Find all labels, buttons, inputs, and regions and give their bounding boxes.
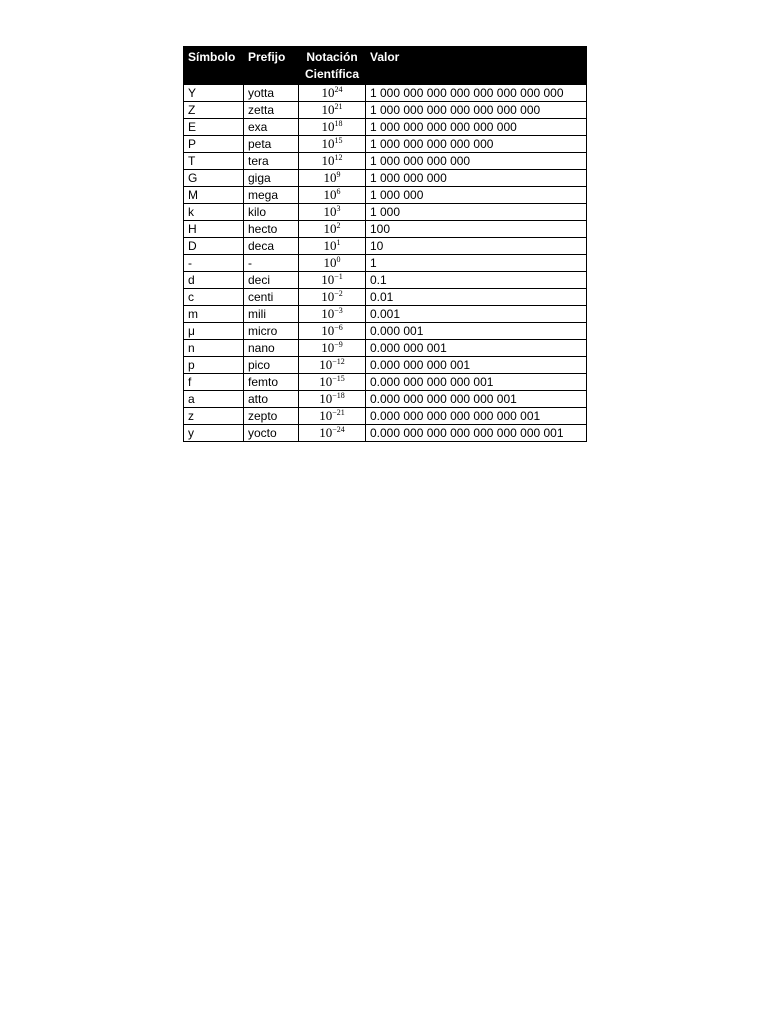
notation-base: 10 [323, 187, 337, 202]
notation-base: 10 [319, 357, 333, 372]
cell-symbol: m [184, 306, 244, 323]
cell-symbol: k [184, 204, 244, 221]
cell-notation [299, 289, 366, 306]
notation-base: 10 [321, 306, 335, 321]
table-row [184, 289, 587, 306]
table-row [184, 255, 587, 272]
table-row [184, 221, 587, 238]
header-row [184, 47, 587, 85]
cell-value: 0.01 [366, 289, 587, 306]
table-row [184, 374, 587, 391]
notation-base: 10 [323, 204, 337, 219]
cell-prefix: pico [244, 357, 299, 374]
header-notation [299, 47, 366, 85]
cell-prefix: centi [244, 289, 299, 306]
cell-prefix: yotta [244, 85, 299, 102]
header-value: Valor [366, 47, 587, 85]
cell-notation [299, 374, 366, 391]
cell-symbol: H [184, 221, 244, 238]
table-row [184, 204, 587, 221]
cell-value: 1 000 000 [366, 187, 587, 204]
cell-prefix: atto [244, 391, 299, 408]
notation-exponent: 3 [336, 204, 341, 213]
cell-value: 1 000 000 000 000 000 000 [366, 119, 587, 136]
notation-exponent: 2 [336, 221, 341, 230]
cell-symbol: D [184, 238, 244, 255]
table-row [184, 136, 587, 153]
cell-prefix: deci [244, 272, 299, 289]
notation-base: 10 [319, 408, 333, 423]
table-row [184, 425, 587, 442]
cell-prefix: nano [244, 340, 299, 357]
cell-prefix: mili [244, 306, 299, 323]
cell-prefix: deca [244, 238, 299, 255]
cell-value: 0.000 000 000 000 000 001 [366, 391, 587, 408]
notation-base: 10 [323, 238, 337, 253]
notation-exponent: 9 [336, 170, 341, 179]
notation-base: 10 [321, 153, 335, 168]
cell-notation [299, 221, 366, 238]
notation-exponent: 15 [334, 136, 343, 145]
notation-exponent: 12 [334, 153, 343, 162]
notation-base: 10 [321, 119, 335, 134]
cell-notation [299, 85, 366, 102]
cell-notation [299, 425, 366, 442]
cell-value: 10 [366, 238, 587, 255]
cell-notation [299, 255, 366, 272]
cell-notation [299, 170, 366, 187]
notation-base: 10 [319, 374, 333, 389]
cell-symbol: c [184, 289, 244, 306]
cell-notation [299, 323, 366, 340]
notation-exponent: −9 [334, 340, 343, 349]
notation-exponent: −12 [332, 357, 345, 366]
cell-prefix: micro [244, 323, 299, 340]
cell-prefix: zepto [244, 408, 299, 425]
cell-prefix: kilo [244, 204, 299, 221]
cell-symbol: d [184, 272, 244, 289]
notation-exponent: 24 [334, 85, 343, 94]
table-row [184, 153, 587, 170]
notation-exponent: −15 [332, 374, 345, 383]
cell-prefix: peta [244, 136, 299, 153]
notation-exponent: 18 [334, 119, 343, 128]
notation-base: 10 [321, 289, 335, 304]
cell-prefix: mega [244, 187, 299, 204]
notation-base: 10 [321, 340, 335, 355]
notation-exponent: −2 [334, 289, 343, 298]
notation-base: 10 [323, 255, 337, 270]
cell-value: 0.000 000 000 000 000 000 001 [366, 408, 587, 425]
cell-symbol: Y [184, 85, 244, 102]
table-body [184, 85, 587, 442]
cell-symbol: - [184, 255, 244, 272]
notation-exponent: 21 [334, 102, 343, 111]
cell-notation [299, 408, 366, 425]
cell-notation [299, 136, 366, 153]
table-row [184, 357, 587, 374]
notation-exponent: −24 [332, 425, 345, 434]
cell-symbol: p [184, 357, 244, 374]
notation-base: 10 [319, 425, 333, 440]
notation-exponent: −6 [334, 323, 343, 332]
cell-notation [299, 187, 366, 204]
cell-notation [299, 204, 366, 221]
cell-prefix: hecto [244, 221, 299, 238]
header-prefix: Prefijo [244, 47, 299, 85]
cell-prefix: zetta [244, 102, 299, 119]
cell-value: 0.000 000 000 000 001 [366, 374, 587, 391]
notation-base: 10 [319, 391, 333, 406]
notation-exponent: −18 [332, 391, 345, 400]
cell-notation [299, 153, 366, 170]
notation-exponent: −21 [332, 408, 345, 417]
header-symbol: Símbolo [184, 47, 244, 85]
table-header [184, 47, 587, 85]
cell-symbol: Z [184, 102, 244, 119]
cell-notation [299, 102, 366, 119]
cell-notation [299, 357, 366, 374]
notation-base: 10 [323, 170, 337, 185]
cell-symbol: E [184, 119, 244, 136]
cell-notation [299, 306, 366, 323]
cell-symbol: G [184, 170, 244, 187]
notation-base: 10 [321, 102, 335, 117]
table-row [184, 272, 587, 289]
cell-value: 1 000 000 000 000 000 [366, 136, 587, 153]
notation-base: 10 [321, 85, 335, 100]
table-row [184, 408, 587, 425]
cell-symbol: μ [184, 323, 244, 340]
notation-base: 10 [321, 272, 335, 287]
notation-exponent: 6 [336, 187, 341, 196]
table-row [184, 391, 587, 408]
table-row [184, 187, 587, 204]
table-row [184, 85, 587, 102]
si-prefix-table [183, 46, 587, 442]
cell-value: 100 [366, 221, 587, 238]
table-row [184, 170, 587, 187]
cell-notation [299, 272, 366, 289]
table-row [184, 306, 587, 323]
cell-prefix: - [244, 255, 299, 272]
table-row [184, 323, 587, 340]
cell-value: 1 000 000 000 000 000 000 000 000 [366, 85, 587, 102]
cell-prefix: tera [244, 153, 299, 170]
cell-value: 1 000 000 000 000 000 000 000 [366, 102, 587, 119]
cell-value: 0.001 [366, 306, 587, 323]
table-row [184, 102, 587, 119]
cell-prefix: exa [244, 119, 299, 136]
notation-exponent: −1 [334, 272, 343, 281]
cell-value: 1 000 000 000 [366, 170, 587, 187]
cell-value: 1 000 000 000 000 [366, 153, 587, 170]
cell-value: 0.000 000 000 001 [366, 357, 587, 374]
cell-symbol: a [184, 391, 244, 408]
cell-symbol: T [184, 153, 244, 170]
cell-value: 1 000 [366, 204, 587, 221]
cell-notation [299, 391, 366, 408]
cell-notation [299, 238, 366, 255]
notation-exponent: −3 [334, 306, 343, 315]
header-notation-line1: Notación [306, 50, 358, 64]
cell-notation [299, 340, 366, 357]
cell-value: 0.000 001 [366, 323, 587, 340]
cell-symbol: P [184, 136, 244, 153]
cell-symbol: z [184, 408, 244, 425]
notation-exponent: 0 [336, 255, 341, 264]
table-row [184, 119, 587, 136]
notation-exponent: 1 [336, 238, 341, 247]
notation-base: 10 [321, 136, 335, 151]
cell-symbol: y [184, 425, 244, 442]
cell-symbol: n [184, 340, 244, 357]
cell-symbol: f [184, 374, 244, 391]
cell-prefix: femto [244, 374, 299, 391]
cell-value: 0.000 000 001 [366, 340, 587, 357]
cell-prefix: giga [244, 170, 299, 187]
cell-notation [299, 119, 366, 136]
cell-value: 1 [366, 255, 587, 272]
notation-base: 10 [323, 221, 337, 236]
header-notation-line2: Científica [304, 67, 359, 81]
notation-base: 10 [321, 323, 335, 338]
table-row [184, 340, 587, 357]
cell-symbol: M [184, 187, 244, 204]
cell-value: 0.1 [366, 272, 587, 289]
cell-value: 0.000 000 000 000 000 000 000 001 [366, 425, 587, 442]
table-row [184, 238, 587, 255]
cell-prefix: yocto [244, 425, 299, 442]
